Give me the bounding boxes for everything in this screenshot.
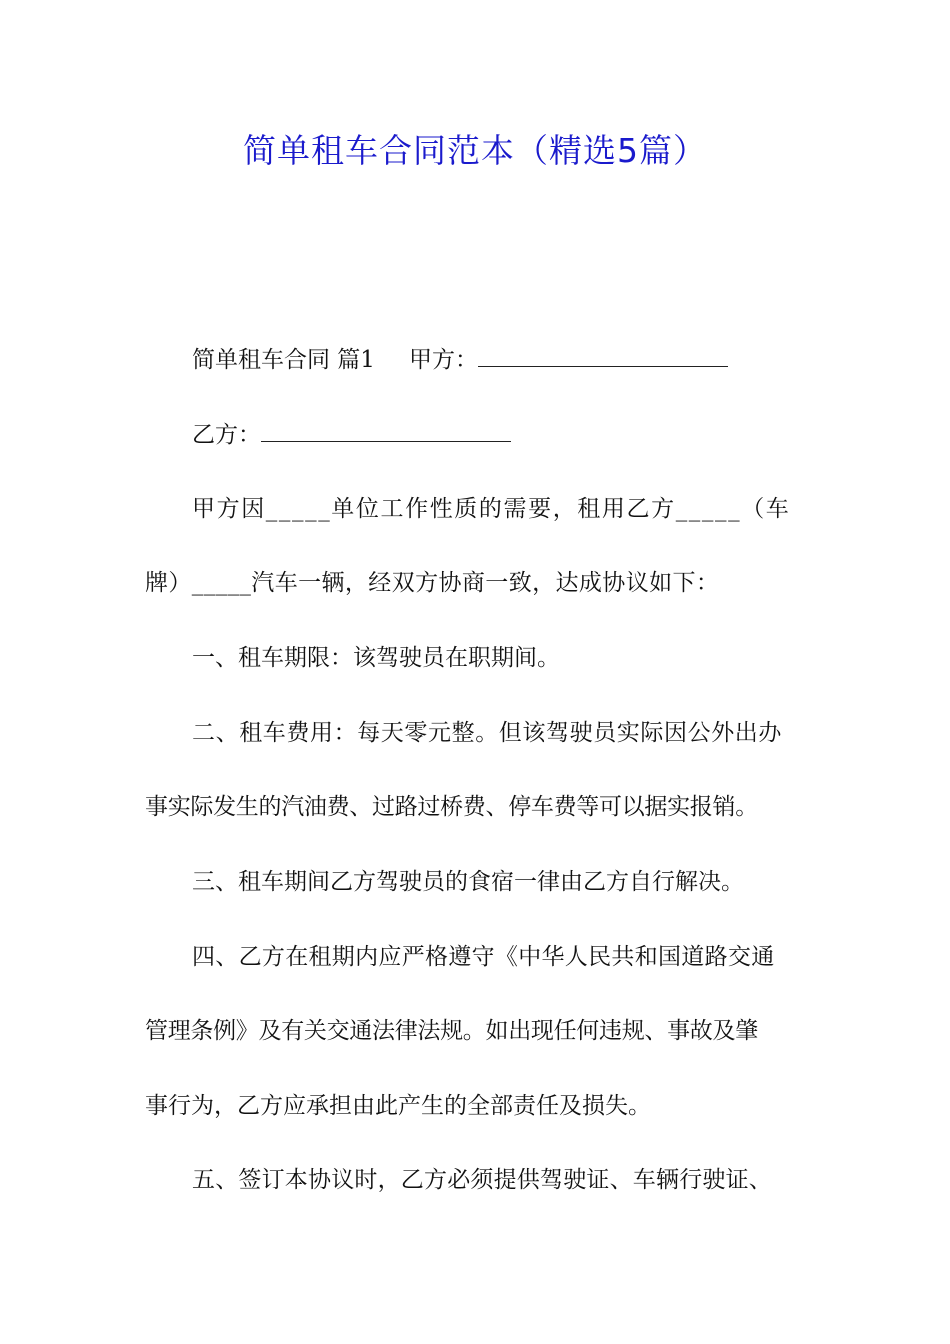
paragraph-intro-line-1: 甲方因_____单位工作性质的需要，租用乙方_____（车 [192,496,791,522]
clause-4-line-3: 事行为，乙方应承担由此产生的全部责任及损失。 [145,1093,651,1119]
party-a-blank [478,340,728,367]
clause-2-line-2: 事实际发生的汽油费、过路过桥费、停车费等可以据实报销。 [145,794,758,820]
clause-3: 三、租车期间乙方驾驶员的食宿一律由乙方自行解决。 [192,869,744,895]
document-title: 简单租车合同范本（精选5篇） [243,131,707,170]
clause-4-line-2: 管理条例》及有关交通法律法规。如出现任何违规、事故及肇 [145,1018,758,1044]
party-a-line [192,340,810,380]
clause-2-line-1: 二、租车费用：每天零元整。但该驾驶员实际因公外出办 [192,720,782,746]
party-b-label: 乙方： [192,422,261,448]
party-b-line [192,415,810,455]
paragraph-intro-line-2: 牌）_____汽车一辆，经双方协商一致，达成协议如下： [145,570,720,596]
party-b-blank [261,415,511,442]
clause-1: 一、租车期限：该驾驶员在职期间。 [192,645,560,671]
contract-heading: 简单租车合同 篇1 [192,347,375,373]
clause-5-line-1: 五、签订本协议时，乙方必须提供驾驶证、车辆行驶证、 [192,1167,772,1193]
party-a-label: 甲方： [408,347,478,373]
clause-4-line-1: 四、乙方在租期内应严格遵守《中华人民共和国道路交通 [192,944,775,970]
